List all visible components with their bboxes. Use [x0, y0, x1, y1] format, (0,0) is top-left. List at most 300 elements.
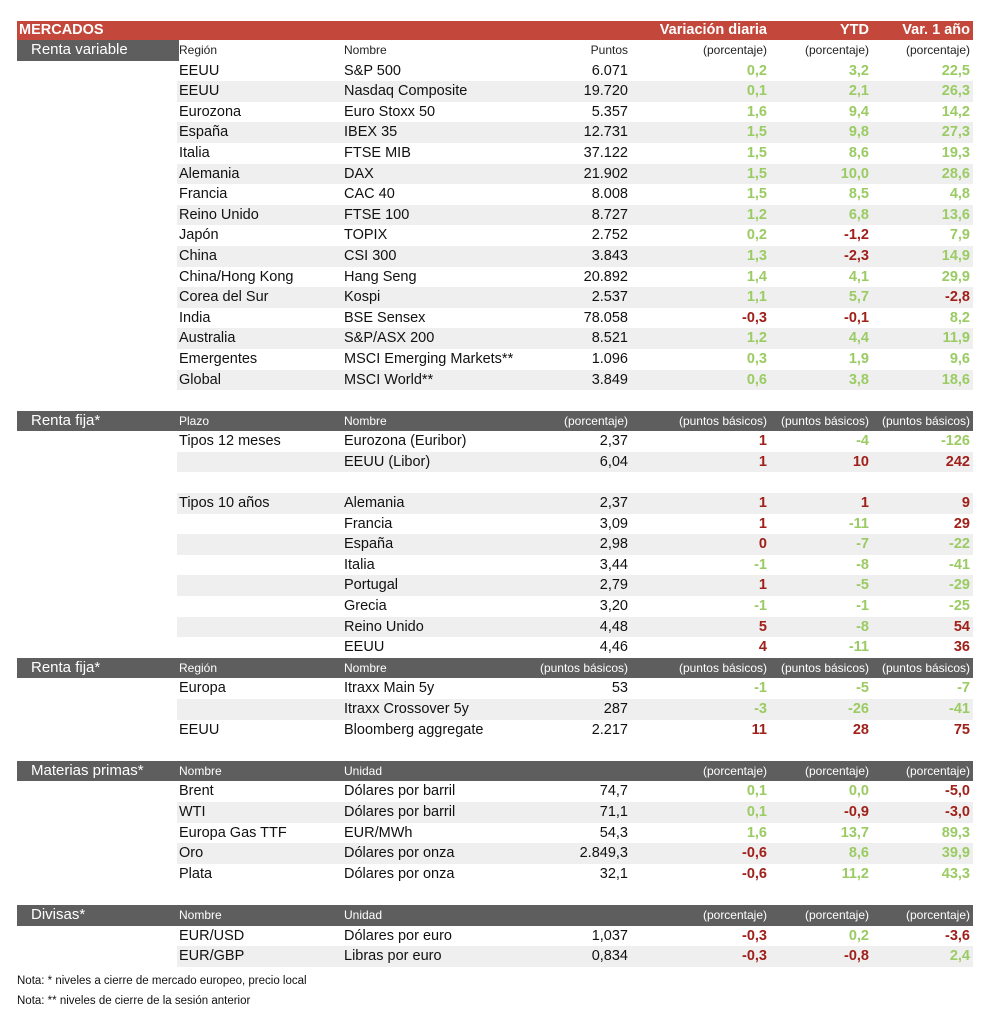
column-header: (porcentaje) — [804, 763, 869, 778]
row-ytd: 8,6 — [848, 144, 869, 161]
row-value: 8.008 — [591, 186, 628, 203]
row-value: 2.537 — [591, 289, 628, 306]
section-header — [17, 658, 973, 679]
row-value: 3.849 — [591, 371, 628, 388]
row-label: EEUU — [179, 62, 220, 79]
row-daily: 0,2 — [746, 227, 767, 244]
section-header — [17, 411, 973, 432]
row-name: Eurozona (Euribor) — [344, 433, 467, 450]
table-row — [17, 575, 973, 596]
markets-table — [17, 21, 973, 1012]
column-header: Unidad — [344, 763, 383, 778]
row-year: -2,8 — [945, 289, 970, 306]
column-header: Región — [179, 43, 218, 57]
row-name: Francia — [344, 515, 393, 532]
blank-row — [17, 472, 973, 493]
row-year: 14,9 — [941, 247, 970, 264]
table-row — [17, 143, 973, 164]
section-spacer — [17, 390, 973, 411]
row-value: 8.521 — [591, 330, 628, 347]
row-ytd: -26 — [848, 701, 869, 717]
column-header: (puntos básicos) — [678, 660, 767, 675]
row-daily: 11 — [751, 721, 767, 738]
row-year: 28,6 — [941, 165, 970, 182]
row-year: 39,9 — [941, 845, 970, 862]
row-label: EEUU — [179, 721, 220, 738]
markets-sections — [17, 40, 973, 967]
row-daily: 1,5 — [746, 186, 767, 203]
row-daily: 1 — [758, 433, 767, 450]
column-header: (porcentaje) — [905, 907, 970, 922]
row-name: Dólares por barril — [344, 803, 456, 820]
footnote-1: Nota: * niveles a cierre de mercado europeo, precio local — [17, 974, 307, 987]
row-value: 21.902 — [583, 165, 628, 182]
row-label: EUR/USD — [179, 927, 245, 944]
row-value: 6,04 — [599, 453, 628, 470]
table-row — [17, 102, 973, 123]
row-year: -3,0 — [945, 803, 970, 820]
row-label: Emergentes — [179, 350, 258, 367]
row-label: Plata — [179, 865, 213, 882]
row-year: 27,3 — [941, 124, 970, 141]
row-daily: 1 — [758, 577, 767, 594]
row-daily: 0,1 — [746, 803, 767, 820]
row-daily: -1 — [754, 598, 767, 615]
row-label: Europa — [179, 680, 226, 697]
row-year: 11,9 — [942, 330, 970, 347]
section-header — [17, 761, 973, 782]
column-header: (puntos básicos) — [780, 660, 869, 675]
table-row — [17, 720, 973, 741]
table-row — [17, 699, 973, 720]
row-ytd: 2,1 — [848, 83, 869, 100]
row-ytd: 10,0 — [840, 165, 869, 182]
column-header: (puntos básicos) — [881, 413, 970, 428]
row-name: Reino Unido — [344, 618, 424, 635]
section-title: Renta variable — [17, 40, 179, 61]
column-header: Plazo — [179, 413, 210, 428]
row-year: -25 — [949, 598, 970, 615]
row-label: Eurozona — [179, 103, 242, 120]
row-value: 3.843 — [591, 247, 628, 264]
row-daily: 1,2 — [746, 330, 767, 347]
footnote-2: Nota: ** niveles de cierre de la sesión anterior — [17, 995, 251, 1008]
row-name: Portugal — [344, 577, 399, 594]
row-ytd: -2,3 — [844, 247, 869, 264]
row-name: Bloomberg aggregate — [344, 721, 484, 738]
row-daily: 0,1 — [746, 83, 767, 100]
table-row — [17, 122, 973, 143]
row-name: CSI 300 — [344, 247, 397, 264]
column-header: Región — [179, 660, 218, 675]
table-row — [17, 61, 973, 82]
row-value: 20.892 — [583, 268, 628, 285]
row-ytd: 5,7 — [848, 289, 869, 306]
row-label: Francia — [179, 186, 228, 203]
column-header: Nombre — [344, 660, 387, 675]
row-name: Kospi — [344, 289, 381, 306]
row-ytd: -1,2 — [844, 227, 869, 244]
row-year: 242 — [945, 453, 970, 470]
section-equity — [17, 40, 973, 390]
row-label: India — [179, 309, 211, 326]
row-label: WTI — [179, 803, 206, 820]
row-name: Itraxx Crossover 5y — [344, 701, 469, 717]
row-year: 9,6 — [949, 350, 970, 367]
section-title: Renta fija* — [31, 658, 101, 676]
row-year: -5,0 — [945, 783, 970, 800]
row-name: Nasdaq Composite — [344, 83, 468, 100]
row-daily: -3 — [754, 701, 767, 717]
row-daily: 1,5 — [746, 124, 767, 141]
row-value: 4,46 — [599, 639, 628, 656]
section-credit — [17, 658, 973, 740]
table-row — [17, 328, 973, 349]
row-name: Dólares por onza — [344, 845, 455, 862]
row-year: -3,6 — [945, 927, 970, 944]
row-name: EUR/MWh — [344, 824, 413, 841]
col-daily-header: Variación diaria — [659, 22, 767, 38]
row-name: IBEX 35 — [344, 124, 398, 141]
table-row — [17, 823, 973, 844]
row-name: S&P 500 — [344, 62, 401, 79]
row-daily: -0,3 — [742, 309, 767, 326]
table-row — [17, 287, 973, 308]
column-header: (porcentaje) — [804, 907, 869, 922]
row-daily: 0,6 — [746, 371, 767, 388]
row-value: 2.849,3 — [579, 845, 628, 862]
row-daily: 1 — [758, 495, 767, 512]
row-label: Brent — [179, 783, 214, 800]
table-row — [17, 781, 973, 802]
table-row — [17, 946, 973, 967]
row-value: 287 — [603, 701, 628, 717]
row-name: MSCI World** — [344, 371, 434, 388]
row-year: -41 — [949, 556, 970, 573]
row-value: 3,44 — [599, 556, 628, 573]
row-name: Dólares por euro — [344, 927, 452, 944]
row-value: 37.122 — [583, 144, 628, 161]
row-ytd: 9,4 — [848, 103, 869, 120]
table-row — [17, 431, 973, 452]
row-daily: 1 — [758, 515, 767, 532]
row-name: Libras por euro — [344, 948, 442, 965]
column-header: (porcentaje) — [702, 907, 767, 922]
column-header: (puntos básicos) — [881, 660, 970, 675]
row-name: S&P/ASX 200 — [344, 330, 435, 347]
row-daily: 1,1 — [746, 289, 767, 306]
markets-title-bar — [17, 21, 973, 40]
row-year: 8,2 — [949, 309, 970, 326]
table-row — [17, 81, 973, 102]
row-ytd: -0,1 — [844, 309, 869, 326]
row-year: 43,3 — [941, 865, 970, 882]
row-year: 75 — [953, 721, 970, 738]
row-ytd: 3,2 — [848, 62, 869, 79]
row-year: 36 — [953, 639, 970, 656]
row-name: FTSE MIB — [344, 144, 411, 161]
row-label: Corea del Sur — [179, 289, 269, 306]
column-header: (porcentaje) — [905, 763, 970, 778]
row-daily: 1,3 — [746, 247, 767, 264]
col-year-header: Var. 1 año — [902, 22, 970, 38]
row-label: Alemania — [179, 165, 240, 182]
row-ytd: -8 — [856, 556, 869, 573]
row-ytd: 1 — [860, 495, 869, 512]
column-header: (porcentaje) — [905, 43, 970, 57]
row-year: 22,5 — [941, 62, 970, 79]
row-stripe — [177, 493, 973, 514]
row-value: 2,79 — [599, 577, 628, 594]
row-ytd: -11 — [848, 639, 869, 656]
row-year: -29 — [949, 577, 970, 594]
section-fx — [17, 905, 973, 967]
row-value: 2,37 — [599, 495, 628, 512]
row-value: 1.096 — [591, 350, 628, 367]
row-value: 6.071 — [591, 62, 628, 79]
row-daily: -1 — [754, 680, 767, 697]
row-label: Australia — [179, 330, 236, 347]
row-year: 54 — [953, 618, 970, 635]
section-spacer — [17, 740, 973, 761]
row-value: 3,09 — [599, 515, 628, 532]
section-header — [17, 40, 973, 61]
row-daily: 1,6 — [746, 103, 767, 120]
row-ytd: 8,5 — [848, 186, 869, 203]
row-name: FTSE 100 — [344, 206, 410, 223]
row-ytd: -11 — [848, 515, 869, 532]
row-ytd: 10 — [852, 453, 869, 470]
row-name: BSE Sensex — [344, 309, 426, 326]
row-daily: 4 — [758, 639, 767, 656]
row-name: EEUU (Libor) — [344, 453, 431, 470]
row-value: 4,48 — [599, 618, 628, 635]
table-row — [17, 534, 973, 555]
row-daily: 1,5 — [746, 165, 767, 182]
section-spacer — [17, 884, 973, 905]
row-label: Japón — [179, 227, 219, 244]
column-header: Unidad — [344, 907, 383, 922]
row-label: Reino Unido — [179, 206, 259, 223]
table-row — [17, 493, 973, 514]
column-header: Nombre — [344, 413, 387, 428]
row-label: Europa Gas TTF — [179, 824, 287, 841]
row-value: 12.731 — [583, 124, 628, 141]
row-ytd: -8 — [856, 618, 869, 635]
table-row — [17, 802, 973, 823]
table-row — [17, 184, 973, 205]
row-name: Euro Stoxx 50 — [344, 103, 436, 120]
row-year: 2,4 — [949, 948, 970, 965]
row-daily: 1,4 — [746, 268, 767, 285]
row-year: 89,3 — [941, 824, 970, 841]
row-value: 2.752 — [591, 227, 628, 244]
row-daily: -0,3 — [742, 948, 767, 965]
table-row — [17, 370, 973, 391]
row-daily: 1,2 — [746, 206, 767, 223]
table-row — [17, 205, 973, 226]
row-value: 74,7 — [599, 783, 628, 800]
section-title: Divisas* — [31, 905, 86, 923]
row-daily: 1,6 — [746, 824, 767, 841]
column-header: Nombre — [179, 763, 222, 778]
column-header: (puntos básicos) — [539, 660, 628, 675]
table-row — [17, 225, 973, 246]
row-label: Italia — [179, 144, 210, 161]
row-ytd: -1 — [856, 598, 869, 615]
row-daily: 1,5 — [746, 144, 767, 161]
row-ytd: 0,0 — [848, 783, 869, 800]
table-row — [17, 452, 973, 473]
row-year: -22 — [949, 536, 970, 553]
section-header — [17, 905, 973, 926]
row-ytd: 4,1 — [848, 268, 869, 285]
row-year: -126 — [940, 433, 970, 450]
row-value: 5.357 — [591, 103, 628, 120]
row-ytd: 9,8 — [848, 124, 869, 141]
row-name: DAX — [344, 165, 374, 182]
row-label: China/Hong Kong — [179, 268, 294, 285]
row-year: 7,9 — [949, 227, 970, 244]
row-label: Global — [179, 371, 221, 388]
row-year: 13,6 — [941, 206, 970, 223]
table-row — [17, 864, 973, 885]
row-ytd: -0,8 — [844, 948, 869, 965]
row-label: China — [179, 247, 217, 264]
row-daily: 0,3 — [746, 350, 767, 367]
row-value: 8.727 — [591, 206, 628, 223]
row-name: Dólares por onza — [344, 865, 455, 882]
column-header: (puntos básicos) — [780, 413, 869, 428]
section-title: Materias primas* — [31, 761, 144, 779]
row-year: 26,3 — [941, 83, 970, 100]
row-label: EUR/GBP — [179, 948, 245, 965]
table-row — [17, 637, 973, 658]
table-row — [17, 617, 973, 638]
column-header: (puntos básicos) — [678, 413, 767, 428]
column-header: (porcentaje) — [804, 43, 869, 57]
row-value: 0,834 — [591, 948, 628, 965]
table-row — [17, 246, 973, 267]
row-year: 29,9 — [941, 268, 970, 285]
row-year: 29 — [953, 515, 970, 532]
row-ytd: 6,8 — [848, 206, 869, 223]
row-ytd: 13,7 — [840, 824, 869, 841]
row-name: España — [344, 536, 394, 553]
row-ytd: 28 — [852, 721, 869, 738]
row-year: 18,6 — [941, 371, 970, 388]
table-row — [17, 843, 973, 864]
row-year: 14,2 — [941, 103, 970, 120]
row-ytd: 8,6 — [848, 845, 869, 862]
row-label: EEUU — [179, 83, 220, 100]
row-ytd: -0,9 — [844, 803, 869, 820]
row-ytd: 4,4 — [848, 330, 869, 347]
row-year: 4,8 — [949, 186, 970, 203]
table-row — [17, 926, 973, 947]
section-rates — [17, 411, 973, 658]
row-value: 2.217 — [591, 721, 628, 738]
row-value: 1,037 — [591, 927, 628, 944]
row-value: 2,37 — [599, 433, 628, 450]
col-ytd-header: YTD — [840, 22, 869, 38]
table-row — [17, 349, 973, 370]
row-ytd: -5 — [856, 577, 869, 594]
row-value: 19.720 — [583, 83, 628, 100]
row-year: -41 — [949, 701, 970, 717]
row-daily: 0 — [758, 536, 767, 553]
row-daily: 0,1 — [746, 783, 767, 800]
row-value: 53 — [611, 680, 628, 697]
row-value: 71,1 — [599, 803, 628, 820]
column-header: Puntos — [590, 43, 628, 57]
markets-title: MERCADOS — [19, 22, 104, 38]
row-value: 32,1 — [599, 865, 628, 882]
row-daily: 0,2 — [746, 62, 767, 79]
row-stripe — [177, 534, 973, 555]
table-row — [17, 678, 973, 699]
table-row — [17, 267, 973, 288]
column-header: (porcentaje) — [563, 413, 628, 428]
row-name: EEUU — [344, 639, 385, 656]
section-commodities — [17, 761, 973, 885]
table-row — [17, 308, 973, 329]
table-row — [17, 514, 973, 535]
row-year: 19,3 — [941, 144, 970, 161]
table-row — [17, 596, 973, 617]
row-name: TOPIX — [344, 227, 388, 244]
row-name: CAC 40 — [344, 186, 395, 203]
section-title: Renta fija* — [31, 411, 101, 429]
row-year: 9 — [961, 495, 970, 512]
table-row — [17, 164, 973, 185]
row-name: Alemania — [344, 495, 405, 512]
row-name: MSCI Emerging Markets** — [344, 350, 514, 367]
row-ytd: -5 — [856, 680, 869, 697]
row-daily: 5 — [758, 618, 767, 635]
row-label: Tipos 12 meses — [179, 433, 281, 450]
row-name: Italia — [344, 556, 375, 573]
row-daily: 1 — [758, 453, 767, 470]
row-daily: -0,6 — [742, 845, 767, 862]
column-header: Nombre — [344, 43, 387, 57]
column-header: (porcentaje) — [702, 43, 767, 57]
row-value: 3,20 — [599, 598, 628, 615]
row-daily: -1 — [754, 556, 767, 573]
row-ytd: -7 — [856, 536, 869, 553]
row-value: 2,98 — [599, 536, 628, 553]
row-ytd: 11,2 — [841, 865, 869, 882]
row-ytd: -4 — [856, 433, 869, 450]
row-daily: -0,6 — [742, 865, 767, 882]
row-name: Hang Seng — [344, 268, 417, 285]
row-value: 78.058 — [583, 309, 628, 326]
table-row — [17, 555, 973, 576]
row-ytd: 0,2 — [848, 927, 869, 944]
column-header: Nombre — [179, 907, 222, 922]
row-stripe — [177, 617, 973, 638]
row-label: Oro — [179, 845, 204, 862]
row-ytd: 3,8 — [848, 371, 869, 388]
row-ytd: 1,9 — [848, 350, 869, 367]
row-name: Itraxx Main 5y — [344, 680, 435, 697]
row-value: 54,3 — [599, 824, 628, 841]
row-year: -7 — [957, 680, 970, 697]
row-daily: -0,3 — [742, 927, 767, 944]
column-header: (porcentaje) — [702, 763, 767, 778]
row-stripe — [177, 575, 973, 596]
row-label: Tipos 10 años — [179, 495, 270, 512]
